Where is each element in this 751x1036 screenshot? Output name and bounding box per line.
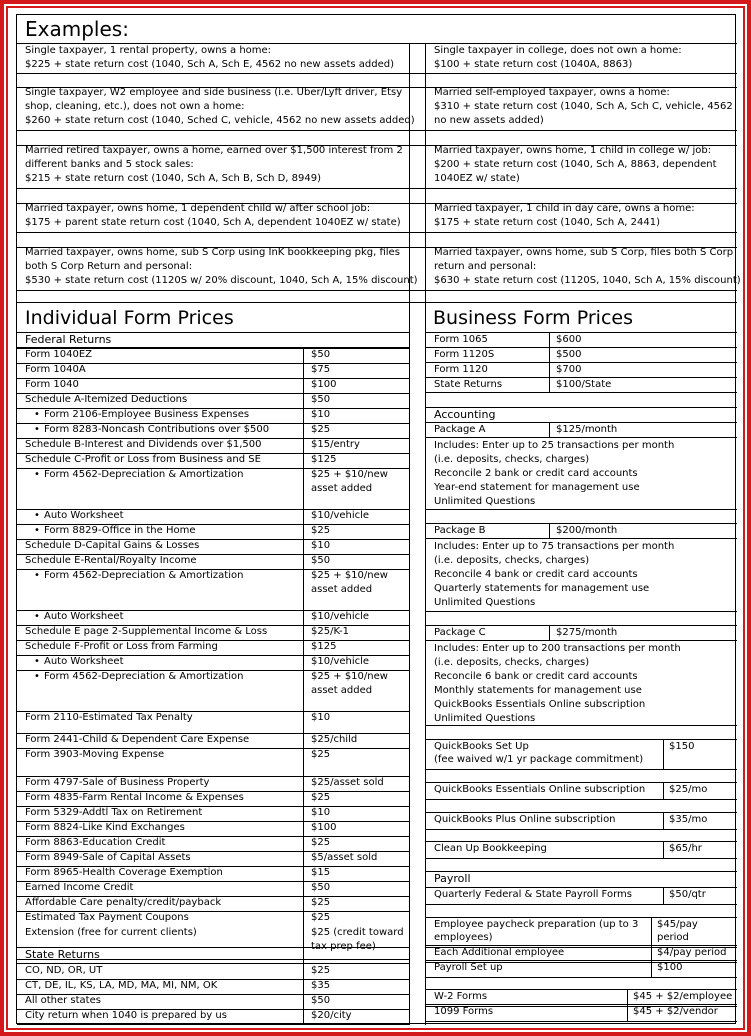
package-detail-line: (i.e. deposits, checks, charges) bbox=[434, 555, 590, 566]
individual-row-label: Schedule E-Rental/Royalty Income bbox=[25, 555, 197, 566]
individual-row-price: $50 bbox=[311, 882, 331, 893]
individual-row-price: $25 + $10/new bbox=[311, 570, 388, 581]
individual-row-label: Extension (free for current clients) bbox=[25, 927, 197, 938]
individual-row-price: $125 bbox=[311, 641, 337, 652]
package-detail-line: Unlimited Questions bbox=[434, 496, 536, 507]
individual-row-price: asset added bbox=[311, 685, 373, 696]
example-left-line: different banks and 5 stock sales: bbox=[25, 159, 194, 170]
bullet-icon: • bbox=[34, 671, 40, 682]
business-form-price: $600 bbox=[556, 334, 582, 345]
package-price: $125/month bbox=[556, 424, 618, 435]
row-divider bbox=[17, 881, 409, 882]
row-divider bbox=[17, 610, 409, 611]
individual-row-price: $25 + $10/new bbox=[311, 469, 388, 480]
quickbooks-label: QuickBooks Plus Online subscription bbox=[434, 814, 616, 825]
payroll-row-label: Quarterly Federal & State Payroll Forms bbox=[434, 889, 632, 900]
business-form-price: $100/State bbox=[556, 379, 612, 390]
state-row-label: All other states bbox=[25, 995, 101, 1006]
payroll-row-price: $100 bbox=[657, 962, 683, 973]
example-left-line: $175 + parent state return cost (1040, Sch A, dependent 1040EZ w/ state) bbox=[25, 217, 401, 228]
individual-row-price: $25 bbox=[311, 749, 331, 760]
package-col-divider bbox=[549, 523, 550, 538]
package-detail-line: Year-end statement for management use bbox=[434, 482, 640, 493]
example-left-line: $530 + state return cost (1120S w/ 20% discount, 1040, Sch A, 15% discount) bbox=[25, 275, 418, 286]
package-detail-line: Unlimited Questions bbox=[434, 713, 536, 724]
individual-row-label: Auto Worksheet bbox=[44, 510, 124, 521]
payroll-row-price: $45 + $2/vendor bbox=[633, 1006, 718, 1017]
business-form-label: State Returns bbox=[434, 379, 503, 390]
bullet-icon: • bbox=[34, 409, 40, 420]
examples-row-divider bbox=[17, 130, 737, 131]
example-left-line: Married taxpayer, owns home, sub S Corp using InK bookkeeping pkg, files bbox=[25, 247, 400, 258]
row-divider bbox=[425, 347, 737, 348]
individual-row-label: Affordable Care penalty/credit/payback bbox=[25, 897, 222, 908]
example-right-line: 1040EZ w/ state) bbox=[434, 173, 520, 184]
row-divider bbox=[17, 670, 409, 671]
business-form-label: Form 1120S bbox=[434, 349, 495, 360]
quickbooks-col-divider bbox=[663, 841, 664, 858]
row-divider bbox=[17, 438, 409, 439]
individual-row-label: Form 1040A bbox=[25, 364, 86, 375]
payroll-row-label: Employee paycheck preparation (up to 3 bbox=[434, 919, 639, 930]
payroll-label: Payroll bbox=[434, 872, 471, 885]
individual-row-price: $125 bbox=[311, 454, 337, 465]
payroll-row-price: period bbox=[657, 932, 689, 943]
row-divider bbox=[425, 917, 737, 918]
example-right-line: $175 + state return cost (1040, Sch A, 2441) bbox=[434, 217, 660, 228]
row-divider bbox=[425, 989, 737, 990]
row-divider bbox=[17, 866, 409, 867]
individual-row-label: Auto Worksheet bbox=[44, 656, 124, 667]
row-divider bbox=[17, 640, 409, 641]
individual-row-price: $25 bbox=[311, 837, 331, 848]
example-left-line: Married taxpayer, owns home, 1 dependent child w/ after school job: bbox=[25, 203, 371, 214]
package-label: Package C bbox=[434, 627, 486, 638]
row-divider bbox=[17, 748, 409, 749]
row-divider bbox=[425, 945, 737, 946]
individual-row-price: asset added bbox=[311, 584, 373, 595]
row-divider bbox=[425, 523, 737, 524]
individual-row-label: Form 2110-Estimated Tax Penalty bbox=[25, 712, 193, 723]
row-divider bbox=[17, 408, 409, 409]
row-divider bbox=[425, 377, 737, 378]
payroll-row-price: $4/pay period bbox=[657, 947, 727, 958]
business-title: Business Form Prices bbox=[433, 307, 633, 329]
business-form-price: $700 bbox=[556, 364, 582, 375]
row-divider bbox=[425, 625, 737, 626]
row-divider bbox=[425, 1004, 737, 1005]
price-sheet bbox=[16, 14, 741, 1024]
individual-row-label: Form 5329-Addtl Tax on Retirement bbox=[25, 807, 203, 818]
individual-row-price: $50 bbox=[311, 394, 331, 405]
individual-row-price: $25 bbox=[311, 792, 331, 803]
example-left-line: $225 + state return cost (1040, Sch A, Sch E, 4562 no new assets added) bbox=[25, 59, 395, 70]
state-row-price: $25 bbox=[311, 965, 331, 976]
bullet-icon: • bbox=[34, 424, 40, 435]
individual-row-price: $10 bbox=[311, 409, 331, 420]
examples-row-divider bbox=[17, 73, 737, 74]
row-divider bbox=[425, 841, 737, 842]
examples-row-divider bbox=[17, 188, 737, 189]
individual-right-border bbox=[409, 303, 410, 1025]
package-price: $275/month bbox=[556, 627, 618, 638]
quickbooks-col-divider bbox=[663, 782, 664, 799]
payroll-row-label: 1099 Forms bbox=[434, 1006, 494, 1017]
row-divider bbox=[425, 509, 737, 510]
individual-row-price: $10 bbox=[311, 712, 331, 723]
individual-row-label: Schedule E page 2-Supplemental Income & Loss bbox=[25, 626, 268, 637]
row-divider bbox=[17, 509, 409, 510]
example-left-line: Single taxpayer, W2 employee and side business (i.e. Uber/Lyft driver, Etsy bbox=[25, 87, 403, 98]
row-divider bbox=[17, 625, 409, 626]
row-divider bbox=[425, 611, 737, 612]
examples-col-divider-left bbox=[409, 43, 410, 303]
individual-row-price: $25 + $10/new bbox=[311, 671, 388, 682]
package-detail-line: QuickBooks Essentials Online subscription bbox=[434, 699, 646, 710]
package-col-divider bbox=[549, 625, 550, 640]
state-returns-label: State Returns bbox=[25, 948, 100, 961]
row-divider bbox=[17, 791, 409, 792]
row-divider bbox=[17, 896, 409, 897]
row-divider bbox=[425, 871, 737, 872]
payroll-row-label: W-2 Forms bbox=[434, 991, 488, 1002]
state-row-price: $20/city bbox=[311, 1010, 352, 1021]
quickbooks-label: QuickBooks Set Up bbox=[434, 741, 529, 752]
individual-row-price: $15/entry bbox=[311, 439, 360, 450]
quickbooks-col-divider bbox=[663, 812, 664, 829]
package-detail-line: Includes: Enter up to 25 transactions per month bbox=[434, 440, 675, 451]
row-divider bbox=[17, 378, 409, 379]
row-divider bbox=[17, 733, 409, 734]
row-divider bbox=[17, 1024, 409, 1025]
individual-row-price: asset added bbox=[311, 483, 373, 494]
row-divider bbox=[425, 799, 737, 800]
row-divider bbox=[17, 453, 409, 454]
example-left-line: $215 + state return cost (1040, Sch A, Sch B, Sch D, 8949) bbox=[25, 173, 321, 184]
payroll-row-price: $50/qtr bbox=[669, 889, 706, 900]
row-divider bbox=[425, 422, 737, 423]
row-divider bbox=[425, 437, 737, 438]
row-divider bbox=[17, 821, 409, 822]
package-label: Package B bbox=[434, 525, 486, 536]
individual-row-price: $10 bbox=[311, 540, 331, 551]
example-right-line: $200 + state return cost (1040, Sch A, 8863, dependent bbox=[434, 159, 717, 170]
state-row-label: City return when 1040 is prepared by us bbox=[25, 1010, 227, 1021]
individual-row-label: Form 4797-Sale of Business Property bbox=[25, 777, 210, 788]
payroll-row-label: Payroll Set up bbox=[434, 962, 503, 973]
individual-row-price: $15 bbox=[311, 867, 331, 878]
package-detail-line: (i.e. deposits, checks, charges) bbox=[434, 657, 590, 668]
individual-row-price: $25 bbox=[311, 424, 331, 435]
row-divider bbox=[425, 538, 737, 539]
row-divider bbox=[17, 468, 409, 469]
individual-row-label: Form 3903-Moving Expense bbox=[25, 749, 165, 760]
individual-row-price: $25 bbox=[311, 897, 331, 908]
state-row-label: CO, ND, OR, UT bbox=[25, 965, 103, 976]
individual-row-price: $100 bbox=[311, 379, 337, 390]
package-col-divider bbox=[549, 422, 550, 437]
example-right-line: Married self-employed taxpayer, owns a home: bbox=[434, 87, 670, 98]
row-divider bbox=[425, 725, 737, 726]
accounting-label: Accounting bbox=[434, 408, 496, 421]
package-detail-line: Reconcile 2 bank or credit card accounts bbox=[434, 468, 638, 479]
individual-row-label: Form 8965-Health Coverage Exemption bbox=[25, 867, 223, 878]
example-left-line: Married retired taxpayer, owns a home, earned over $1,500 interest from 2 bbox=[25, 145, 403, 156]
row-divider bbox=[425, 904, 737, 905]
payroll-row-price: $45 + $2/employee bbox=[633, 991, 733, 1002]
quickbooks-label: Clean Up Bookkeeping bbox=[434, 843, 547, 854]
state-row-price: $35 bbox=[311, 980, 331, 991]
examples-row-divider bbox=[17, 232, 737, 233]
row-divider bbox=[17, 569, 409, 570]
row-divider bbox=[425, 392, 737, 393]
bullet-icon: • bbox=[34, 570, 40, 581]
example-right-line: return and personal: bbox=[434, 261, 537, 272]
payroll-col-divider bbox=[651, 917, 652, 947]
individual-row-price: $50 bbox=[311, 555, 331, 566]
row-divider bbox=[425, 960, 737, 961]
row-divider bbox=[17, 539, 409, 540]
individual-row-price: $25/child bbox=[311, 734, 358, 745]
row-divider bbox=[17, 851, 409, 852]
row-divider bbox=[425, 1021, 737, 1022]
row-divider bbox=[17, 363, 409, 364]
row-divider bbox=[17, 911, 409, 912]
individual-row-price: $25 (credit toward bbox=[311, 927, 404, 938]
package-detail-line: Reconcile 6 bank or credit card accounts bbox=[434, 671, 638, 682]
example-left-line: shop, cleaning, etc.), does not own a home: bbox=[25, 101, 245, 112]
individual-row-label: Form 8283-Noncash Contributions over $500 bbox=[44, 424, 270, 435]
individual-row-price: $100 bbox=[311, 822, 337, 833]
quickbooks-label: (fee waived w/1 yr package commitment) bbox=[434, 754, 644, 765]
quickbooks-price: $150 bbox=[669, 741, 695, 752]
individual-row-label: Schedule A-Itemized Deductions bbox=[25, 394, 188, 405]
individual-row-price: $10/vehicle bbox=[311, 611, 370, 622]
example-left-line: both S Corp Return and personal: bbox=[25, 261, 193, 272]
individual-row-label: Schedule D-Capital Gains & Losses bbox=[25, 540, 200, 551]
row-divider bbox=[425, 769, 737, 770]
row-divider bbox=[425, 782, 737, 783]
individual-row-label: Estimated Tax Payment Coupons bbox=[25, 912, 189, 923]
example-left-line: $260 + state return cost (1040, Sched C, vehicle, 4562 no new assets added) bbox=[25, 115, 415, 126]
row-divider bbox=[425, 858, 737, 859]
individual-row-price: $10/vehicle bbox=[311, 510, 370, 521]
bullet-icon: • bbox=[34, 510, 40, 521]
individual-row-price: $50 bbox=[311, 349, 331, 360]
package-price: $200/month bbox=[556, 525, 618, 536]
individual-row-price: $10 bbox=[311, 807, 331, 818]
row-divider bbox=[17, 554, 409, 555]
business-form-label: Form 1065 bbox=[434, 334, 488, 345]
row-divider bbox=[17, 348, 409, 349]
examples-title: Examples: bbox=[25, 17, 129, 41]
individual-row-label: Schedule C-Profit or Loss from Business and SE bbox=[25, 454, 261, 465]
bullet-icon: • bbox=[34, 525, 40, 536]
row-divider bbox=[425, 362, 737, 363]
examples-title-rule bbox=[17, 43, 737, 44]
package-detail-line: Monthly statements for management use bbox=[434, 685, 642, 696]
business-form-label: Form 1120 bbox=[434, 364, 488, 375]
individual-row-label: Form 1040 bbox=[25, 379, 79, 390]
example-right-line: no new assets added) bbox=[434, 115, 544, 126]
example-left-line: Single taxpayer, 1 rental property, owns a home: bbox=[25, 45, 272, 56]
row-divider bbox=[425, 332, 737, 333]
quickbooks-col-divider bbox=[663, 739, 664, 769]
row-divider bbox=[425, 887, 737, 888]
row-divider bbox=[17, 806, 409, 807]
package-detail-line: Includes: Enter up to 200 transactions per month bbox=[434, 643, 681, 654]
individual-row-price: $5/asset sold bbox=[311, 852, 378, 863]
example-right-line: Married taxpayer, 1 child in day care, owns a home: bbox=[434, 203, 695, 214]
bullet-icon: • bbox=[34, 611, 40, 622]
package-label: Package A bbox=[434, 424, 486, 435]
row-divider bbox=[17, 963, 409, 964]
individual-row-label: Form 4835-Farm Rental Income & Expenses bbox=[25, 792, 244, 803]
row-divider bbox=[17, 711, 409, 712]
state-row-price: $50 bbox=[311, 995, 331, 1006]
payroll-row-label: employees) bbox=[434, 932, 493, 943]
package-detail-line: Unlimited Questions bbox=[434, 597, 536, 608]
row-divider bbox=[425, 812, 737, 813]
example-right-line: $630 + state return cost (1120S, 1040, Sch A, 15% discount) bbox=[434, 275, 741, 286]
individual-row-label: Form 1040EZ bbox=[25, 349, 92, 360]
payroll-col-divider bbox=[627, 1004, 628, 1021]
package-detail-line: Reconcile 4 bank or credit card accounts bbox=[434, 569, 638, 580]
individual-row-label: Earned Income Credit bbox=[25, 882, 134, 893]
individual-row-label: Form 4562-Depreciation & Amortization bbox=[44, 570, 244, 581]
individual-row-price: $10/vehicle bbox=[311, 656, 370, 667]
row-divider bbox=[425, 640, 737, 641]
row-divider bbox=[17, 524, 409, 525]
individual-row-label: Form 8829-Office in the Home bbox=[44, 525, 196, 536]
individual-row-label: Form 8949-Sale of Capital Assets bbox=[25, 852, 191, 863]
individual-row-label: Schedule B-Interest and Dividends over $1,500 bbox=[25, 439, 262, 450]
individual-row-label: Form 2441-Child & Dependent Care Expense bbox=[25, 734, 250, 745]
package-detail-line: Quarterly statements for management use bbox=[434, 583, 650, 594]
row-divider bbox=[17, 423, 409, 424]
example-right-line: Single taxpayer in college, does not own a home: bbox=[434, 45, 682, 56]
federal-returns-label: Federal Returns bbox=[25, 333, 112, 346]
state-row-label: CT, DE, IL, KS, LA, MD, MA, MI, NM, OK bbox=[25, 980, 218, 991]
payroll-col-divider bbox=[651, 960, 652, 977]
individual-row-price: $25 bbox=[311, 912, 331, 923]
individual-row-price: $25/K-1 bbox=[311, 626, 349, 637]
quickbooks-label: QuickBooks Essentials Online subscription bbox=[434, 784, 646, 795]
quickbooks-price: $65/hr bbox=[669, 843, 702, 854]
payroll-row-label: Each Additional employee bbox=[434, 947, 565, 958]
individual-price-col-divider bbox=[303, 347, 304, 1023]
business-form-col-divider bbox=[549, 332, 550, 393]
bullet-icon: • bbox=[34, 656, 40, 667]
individual-row-label: Form 8863-Education Credit bbox=[25, 837, 166, 848]
row-divider bbox=[17, 776, 409, 777]
example-right-line: $310 + state return cost (1040, Sch A, Sch C, vehicle, 4562 bbox=[434, 101, 733, 112]
package-detail-line: (i.e. deposits, checks, charges) bbox=[434, 454, 590, 465]
row-divider bbox=[425, 739, 737, 740]
examples-col-divider-right bbox=[425, 43, 426, 303]
quickbooks-price: $35/mo bbox=[669, 814, 708, 825]
payroll-row-price: $45/pay bbox=[657, 919, 698, 930]
bullet-icon: • bbox=[34, 469, 40, 480]
examples-row-divider bbox=[17, 290, 737, 291]
individual-row-label: Form 4562-Depreciation & Amortization bbox=[44, 469, 244, 480]
row-divider bbox=[17, 393, 409, 394]
individual-row-price: $25 bbox=[311, 525, 331, 536]
row-divider bbox=[425, 977, 737, 978]
examples-bottom-rule bbox=[17, 302, 737, 303]
row-divider bbox=[17, 836, 409, 837]
individual-row-label: Auto Worksheet bbox=[44, 611, 124, 622]
quickbooks-price: $25/mo bbox=[669, 784, 708, 795]
individual-row-label: Form 4562-Depreciation & Amortization bbox=[44, 671, 244, 682]
individual-title: Individual Form Prices bbox=[25, 307, 234, 329]
example-right-line: Married taxpayer, owns home, 1 child in college w/ job: bbox=[434, 145, 712, 156]
row-divider bbox=[425, 829, 737, 830]
individual-row-price: $75 bbox=[311, 364, 331, 375]
individual-row-label: Form 8824-Like Kind Exchanges bbox=[25, 822, 185, 833]
business-form-price: $500 bbox=[556, 349, 582, 360]
example-right-line: $100 + state return cost (1040A, 8863) bbox=[434, 59, 633, 70]
package-detail-line: Includes: Enter up to 75 transactions per month bbox=[434, 541, 675, 552]
payroll-col-divider bbox=[663, 887, 664, 904]
individual-row-price: $25/asset sold bbox=[311, 777, 384, 788]
individual-row-label: Form 2106-Employee Business Expenses bbox=[44, 409, 250, 420]
individual-row-label: Schedule F-Profit or Loss from Farming bbox=[25, 641, 218, 652]
row-divider bbox=[17, 655, 409, 656]
example-right-line: Married taxpayer, owns home, sub S Corp, files both S Corp bbox=[434, 247, 734, 258]
